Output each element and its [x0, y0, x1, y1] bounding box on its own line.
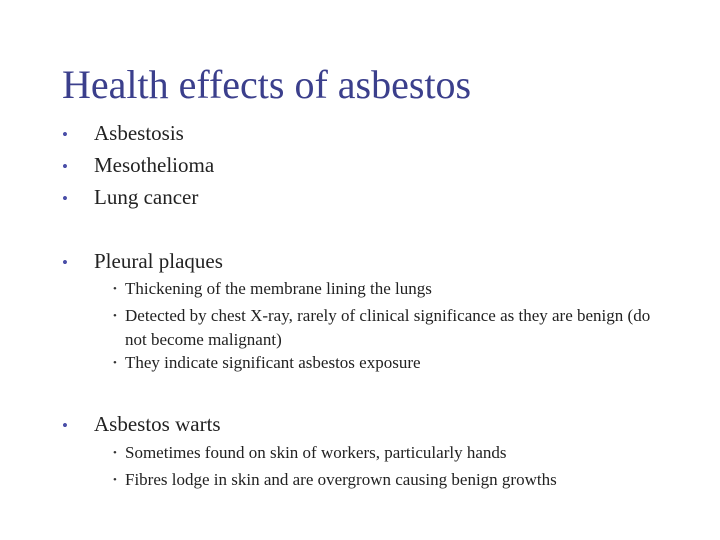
list-item-label: Lung cancer	[94, 185, 199, 209]
sub-list-item	[113, 468, 673, 492]
list-item-mesothelioma	[62, 149, 214, 183]
bullet-icon: •	[62, 189, 68, 208]
bullet-icon: •	[113, 447, 117, 459]
list-item-label: Asbestosis	[94, 121, 184, 145]
bullet-icon: •	[62, 157, 68, 176]
section-heading-label: Asbestos warts	[94, 412, 221, 436]
sub-list-item	[113, 441, 673, 465]
bullet-icon: •	[113, 310, 117, 322]
list-item-label: Mesothelioma	[94, 153, 215, 177]
section-heading-label: Pleural plaques	[94, 249, 223, 273]
slide-title: Health effects of asbestos	[62, 62, 472, 107]
sub-list-item-label: They indicate significant asbestos exposure	[125, 353, 421, 372]
bullet-icon: •	[113, 283, 117, 295]
bullet-icon: •	[113, 474, 117, 486]
sub-list-item	[113, 277, 673, 301]
bullet-icon: •	[62, 253, 68, 272]
bullet-icon: •	[62, 125, 68, 144]
section-heading-asbestos-warts	[62, 408, 221, 442]
sub-list-item	[113, 351, 673, 375]
section-heading-pleural-plaques	[62, 245, 223, 279]
sub-list-item	[113, 304, 673, 352]
list-item-lung-cancer	[62, 181, 198, 215]
sub-list-item-label: Sometimes found on skin of workers, particularly hands	[125, 443, 507, 462]
sub-list-item-label: Detected by chest X-ray, rarely of clinical significance as they are benign (do not become malignant)	[125, 306, 651, 349]
sub-list-item-label: Thickening of the membrane lining the lungs	[125, 279, 432, 298]
sub-list-item-label: Fibres lodge in skin and are overgrown causing benign growths	[125, 470, 557, 489]
bullet-icon: •	[62, 416, 68, 435]
list-item-asbestosis	[62, 117, 184, 151]
bullet-icon: •	[113, 357, 117, 369]
